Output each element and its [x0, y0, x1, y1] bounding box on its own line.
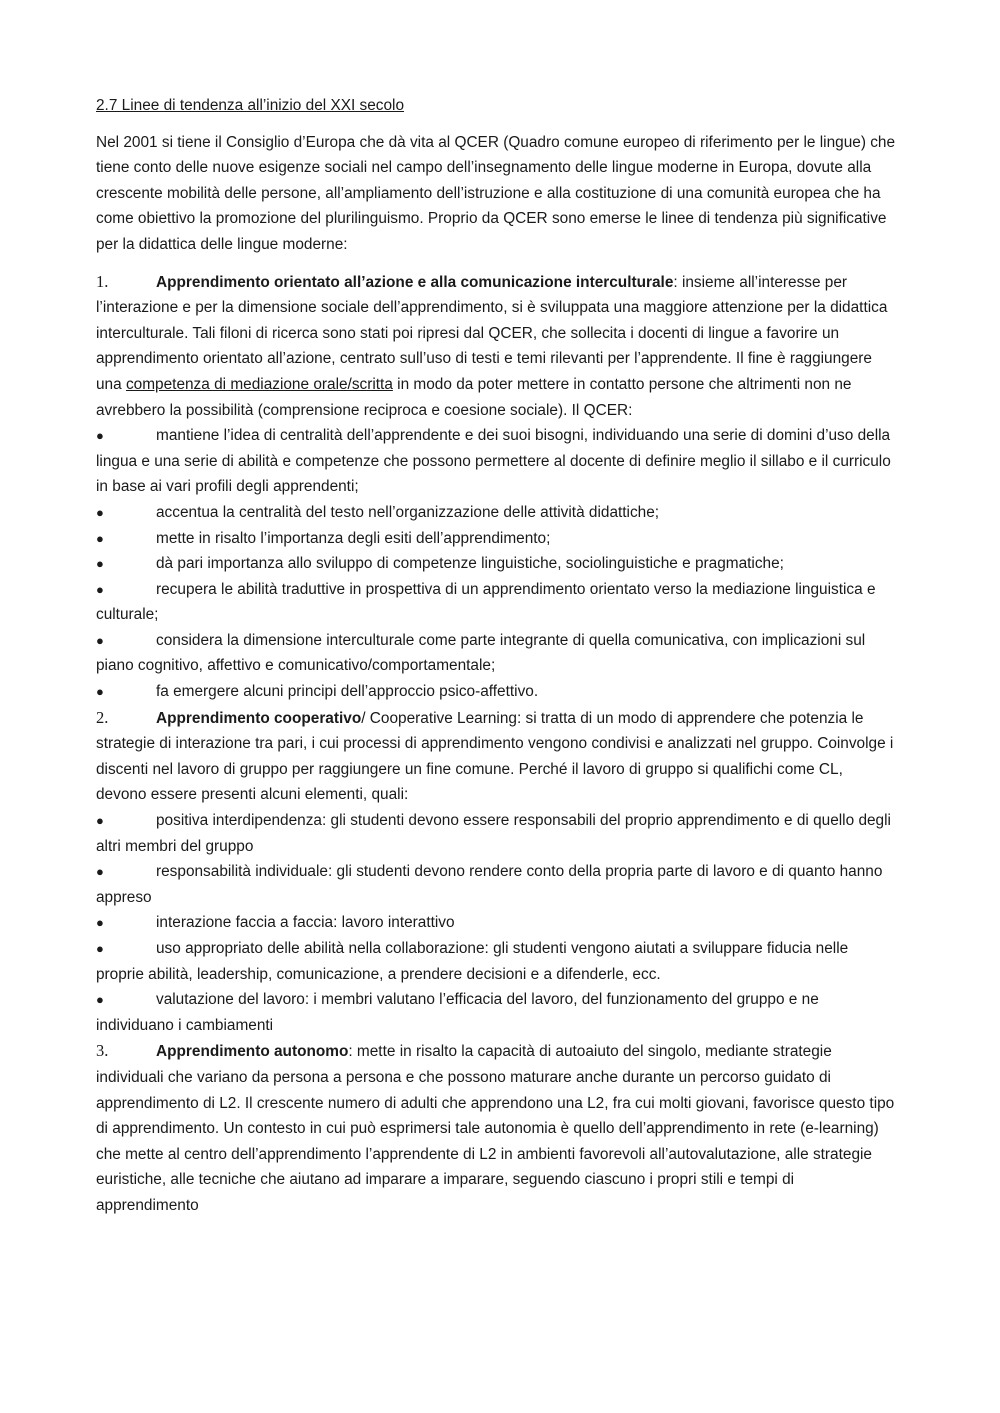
list-heading: Apprendimento cooperativo — [156, 709, 362, 727]
paragraph-text: : insieme all’interesse per l’interazione e per la dimensione sociale dell’apprendimento, si è sviluppata una maggiore attenzione per la didattica interculturale. Tali filoni di ricerca sono stati poi ripresi dal QCER, che sollecita i docenti di lingue a favorire un apprendimento orientato all’azione, centrato sull’uso di testi e temi rilevanti per l’apprendente. Il fine è raggiungere una — [96, 273, 888, 393]
bullet-icon: ● — [96, 504, 104, 520]
section-title: 2.7 Linee di tendenza all’inizio del XXI secolo — [96, 97, 405, 114]
bullet-icon: ● — [96, 864, 104, 880]
bullet-text: responsabilità individuale: gli studenti devono rendere conto della propria parte di lavoro e di quanto hanno appreso — [96, 863, 883, 906]
bullet-icon: ● — [96, 992, 104, 1008]
bullet-text: positiva interdipendenza: gli studenti devono essere responsabili del proprio apprendimento e di quello degli altri membri del gruppo — [96, 812, 891, 855]
bullet-icon: ● — [96, 556, 104, 572]
numbered-paragraph — [96, 705, 896, 808]
sections-container — [96, 269, 896, 1219]
bullet-text: dà pari importanza allo sviluppo di competenze linguistiche, sociolinguistiche e pragmatiche; — [156, 555, 784, 573]
list-number: 1. — [96, 271, 109, 291]
numbered-paragraph — [96, 269, 896, 424]
bullet-item — [96, 859, 896, 910]
bullet-item — [96, 628, 896, 679]
bullet-icon: ● — [96, 632, 104, 648]
bullet-icon: ● — [96, 530, 104, 546]
bullet-item — [96, 577, 896, 628]
bullet-text: mette in risalto l’importanza degli esiti dell’apprendimento; — [156, 529, 551, 547]
bullet-icon: ● — [96, 684, 104, 700]
bullet-item — [96, 679, 896, 705]
underlined-text: competenza di mediazione orale/scritta — [125, 375, 393, 393]
bullet-item — [96, 808, 896, 859]
bullet-icon: ● — [96, 813, 104, 829]
list-number: 2. — [96, 707, 109, 727]
bullet-text: recupera le abilità traduttive in prospettiva di un apprendimento orientato verso la mediazione linguistica e culturale; — [96, 580, 876, 624]
paragraph-text: in modo da poter mettere in contatto persone che altrimenti non ne avrebbero la possibilità (comprensione reciproca e coesione sociale). Il QCER: — [96, 375, 852, 419]
bullet-icon: ● — [96, 941, 104, 956]
bullet-icon: ● — [96, 428, 104, 444]
bullet-item — [96, 936, 896, 987]
bullet-icon: ● — [96, 915, 104, 931]
bullet-icon: ● — [96, 581, 104, 597]
bullet-text: accentua la centralità del testo nell’organizzazione delle attività didattiche; — [156, 503, 660, 521]
document-page — [96, 93, 896, 1219]
paragraph-text: : mette in risalto la capacità di autoaiuto del singolo, mediante strategie individuali che variano da persona a persona e che possono maturare anche durante un percorso guidato di apprendimento di L2. Il crescente numero di adulti che apprendono una L2, fra cui molti giovani, favorisce questo tipo di apprendimento. Un contesto in cui può esprimersi tale autonomia è quello dell’apprendimento in rete (e-learning) che mette al centro dell’apprendimento l’apprendente di L2 in ambienti favorevoli all’autovalutazione, alle strategie euristiche, alle tecniche che aiutano ad imparare a imparare, seguendo ciascuno i propri stili e tempi di apprendimento — [96, 1043, 895, 1214]
paragraph-text: / Cooperative Learning: si tratta di un modo di apprendere che potenzia le strategie di interazione tra pari, i cui processi di apprendimento vengono condivisi e analizzati nel gruppo. Coinvolge i discenti nel lavoro di gruppo per raggiungere un fine comune. Perché il lavoro di gruppo si qualifichi come CL, devono essere presenti alcuni elementi, quali: — [96, 709, 894, 804]
bullet-text: valutazione del lavoro: i membri valutano l’efficacia del lavoro, del funzionamento del gruppo e ne individuano i cambiamenti — [96, 991, 819, 1034]
intro-paragraph: Nel 2001 si tiene il Consiglio d’Europa che dà vita al QCER (Quadro comune europeo di riferimento per le lingue) che tiene conto delle nuove esigenze sociali nel campo dell’insegnamento delle lingue moderne in Europa, dovute alla crescente mobilità delle persone, all’ampliamento dell’istruzione e alla costituzione di una comunità europea che ha come obiettivo la promozione del plurilinguismo. Proprio da QCER sono emerse le linee di tendenza più significative per la didattica delle lingue moderne: — [96, 133, 896, 253]
bullet-text: uso appropriato delle abilità nella collaborazione: gli studenti vengono aiutati a sviluppare fiducia nelle proprie abilità, leadership, comunicazione, a prendere decisioni e a difenderle, ecc. — [96, 940, 849, 983]
bullet-item — [96, 526, 896, 552]
list-heading: Apprendimento orientato all’azione e alla comunicazione interculturale — [156, 273, 674, 291]
bullet-item — [96, 910, 896, 936]
bullet-text: interazione faccia a faccia: lavoro interattivo — [156, 914, 455, 932]
bullet-text: fa emergere alcuni principi dell’approccio psico-affettivo. — [156, 683, 539, 701]
bullet-item — [96, 500, 896, 526]
numbered-paragraph — [96, 1038, 896, 1218]
bullet-text: considera la dimensione interculturale come parte integrante di quella comunicativa, con implicazioni sul piano cognitivo, affettivo e comunicativo/comportamentale; — [96, 631, 866, 675]
list-number: 3. — [96, 1041, 109, 1061]
bullet-item — [96, 551, 896, 577]
bullet-item — [96, 987, 896, 1038]
bullet-item — [96, 423, 896, 500]
list-heading: Apprendimento autonomo — [156, 1043, 349, 1061]
bullet-text: mantiene l’idea di centralità dell’apprendente e dei suoi bisogni, individuando una serie di domini d’uso della lingua e una serie di abilità e competenze che possono permettere al docente di definire meglio il sillabo e il curriculo in base ai vari profili degli apprendenti; — [96, 427, 891, 496]
